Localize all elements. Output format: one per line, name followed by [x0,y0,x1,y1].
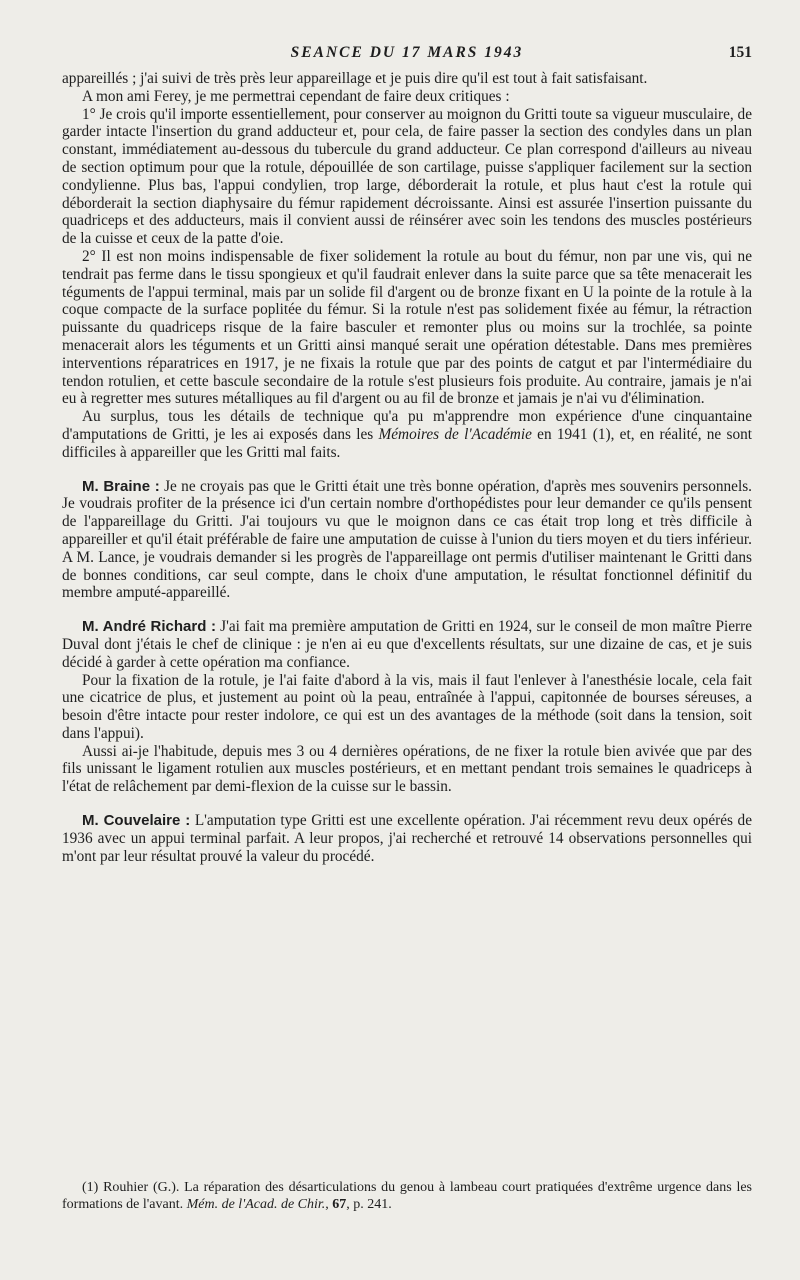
footnote-volume: 67 [332,1196,347,1212]
article-body [62,70,752,865]
paragraph: Aussi ai-je l'habitude, depuis mes 3 ou 4 dernières opérations, de ne fixer la rotule bien avivée que par des fils unissant le ligament rotulien aux muscles postérieurs, et en mettant pendant trois semaines le quadriceps à l'état de relâchement par demi-flexion de la cuisse sur le bassin. [62,742,752,796]
paragraph: Pour la fixation de la rotule, je l'ai faite d'abord à la vis, mais il faut l'enlever à l'anesthésie locale, cela fait une cicatrice de plus, et justement au point où la peau, entraînée à l'appui, capitonnée de bourses séreuses, a besoin d'être intacte pour rester indolore, ce qui est un des avantages de la méthode (soit dans la tension, soit dans l'appui). [62,671,752,742]
footnote-text [62,1180,752,1213]
footnote-pages: , p. 241. [346,1196,392,1212]
page-header [62,44,752,70]
discussion-text: L'amputation type Gritti est une excellente opération. J'ai récemment revu deux opérés de 1936 avec un appui terminal parfait. A leur propos, j'ai recherché et retrouvé 14 observations personnelles qui m'ont par leur résultat prouvé la valeur du procédé. [62,812,752,865]
speaker-name: M. André Richard : [82,618,216,636]
running-title: SEANCE DU 17 MARS 1943 [290,44,524,61]
speaker-name: M. Couvelaire : [82,812,191,830]
discussion-text: J'ai fait ma première amputation de Gritti en 1924, sur le conseil de mon maître Pierre Duval dont j'étais le chef de clinique : je n'en ai eu que d'excellents résultats, sur une dizaine de cas, et je suis décidé à garder à cette opération ma confiance. [62,618,752,671]
footnote-citation: (1) Rouhier (G.). La réparation des désarticulations du genou à lambeau court pratiquées d'extrême urgence dans les formations de l'avant. [62,1180,752,1212]
footnote-journal: Mém. de l'Acad. de Chir. [186,1196,326,1212]
discussion-richard [62,618,752,671]
paragraph [62,408,752,461]
discussion-couvelaire [62,812,752,865]
paragraph: 1° Je crois qu'il importe essentiellement, pour conserver au moignon du Gritti toute sa vigueur musculaire, de garder intacte l'insertion du grand adducteur et, pour cela, de faire passer la section des condyles dans un plan constant, immédiatement au-dessous du tubercule du grand adducteur. Ce plan correspond d'ailleurs au niveau de section optimum pour que la rotule, dépouillée de son cartilage, puisse s'appliquer facilement sur la section condylienne. Plus bas, l'appui condylien, trop large, déborderait la rotule, et plus haut c'est la rotule qui déborderait la section diaphysaire du fémur rapidement décroissante. Ainsi est assurée l'insertion puissante du quadriceps et des adducteurs, mais il convient aussi de réinsérer avec soin les tendons des muscles postérieurs de la cuisse et ceux de la patte d'oie. [62,105,752,248]
discussion-braine [62,478,752,603]
paragraph-text: en 1941 (1), et, en réalité, ne sont difficiles à appareiller que les Gritti mal faits. [62,425,752,461]
footnote-separator: , [325,1196,333,1212]
page-number: 151 [728,44,752,61]
paragraph: 2° Il est non moins indispensable de fixer solidement la rotule au bout du fémur, non par une vis, qui ne tendrait pas ferme dans le tissu spongieux et qu'il faudrait enlever dans la suite parce que sa tête menacerait les téguments de l'appui terminal, mais par un solide fil d'argent ou de bronze fixant en U la pointe de la rotule à la coque compacte de la surface poplitée du fémur. Si la rotule n'est pas solidement fixée au fémur, la rétraction puissante du quadriceps risque de la faire basculer et remonter plus ou moins sur la trochlée, sa pointe menacerait alors les téguments et un Gritti ainsi manqué serait une opération détestable. Dans mes premières interventions réparatrices en 1917, je ne fixais la rotule que par des points de catgut et par l'intermédiaire du tendon rotulien, et cette bascule secondaire de la rotule s'est plusieurs fois produite. Au contraire, jamais je n'ai eu à regretter mes sutures métalliques au fil d'argent ou au fil de bronze et jamais je n'ai vu d'élimination. [62,247,752,408]
paragraph: A mon ami Ferey, je me permettrai cependant de faire deux critiques : [82,87,510,105]
footnote [62,1180,752,1213]
speaker-name: M. Braine : [82,477,160,495]
journal-title: Mémoires de l'Académie [378,425,532,443]
discussion-text: Je ne croyais pas que le Gritti était une très bonne opération, d'après mes souvenirs personnels. Je voudrais profiter de la présence ici d'un certain nombre d'orthopédistes pour leur demander ce qu'ils pensent de l'appareillage du Gritti. J'ai toujours vu que le moignon dans ce cas était trop long et très difficile à appareiller et qu'il était préférable de faire une amputation de cuisse à l'union du tiers moyen et du tiers inférieur. A M. Lance, je voudrais demander si les progrès de l'appareillage ont permis d'utiliser maintenant le Gritti dans de bonnes conditions, car seul compte, dans le choix d'une amputation, le résultat fonctionnel définitif du membre amputé-appareillé. [62,477,752,602]
paragraph: appareillés ; j'ai suivi de très près leur appareillage et je puis dire qu'il est tout à fait satisfaisant. [62,70,648,87]
paragraph-text: Au surplus, tous les détails de technique qu'a pu m'apprendre mon expérience d'une cinquantaine d'amputations de Gritti, je les ai exposés dans les [62,408,752,443]
